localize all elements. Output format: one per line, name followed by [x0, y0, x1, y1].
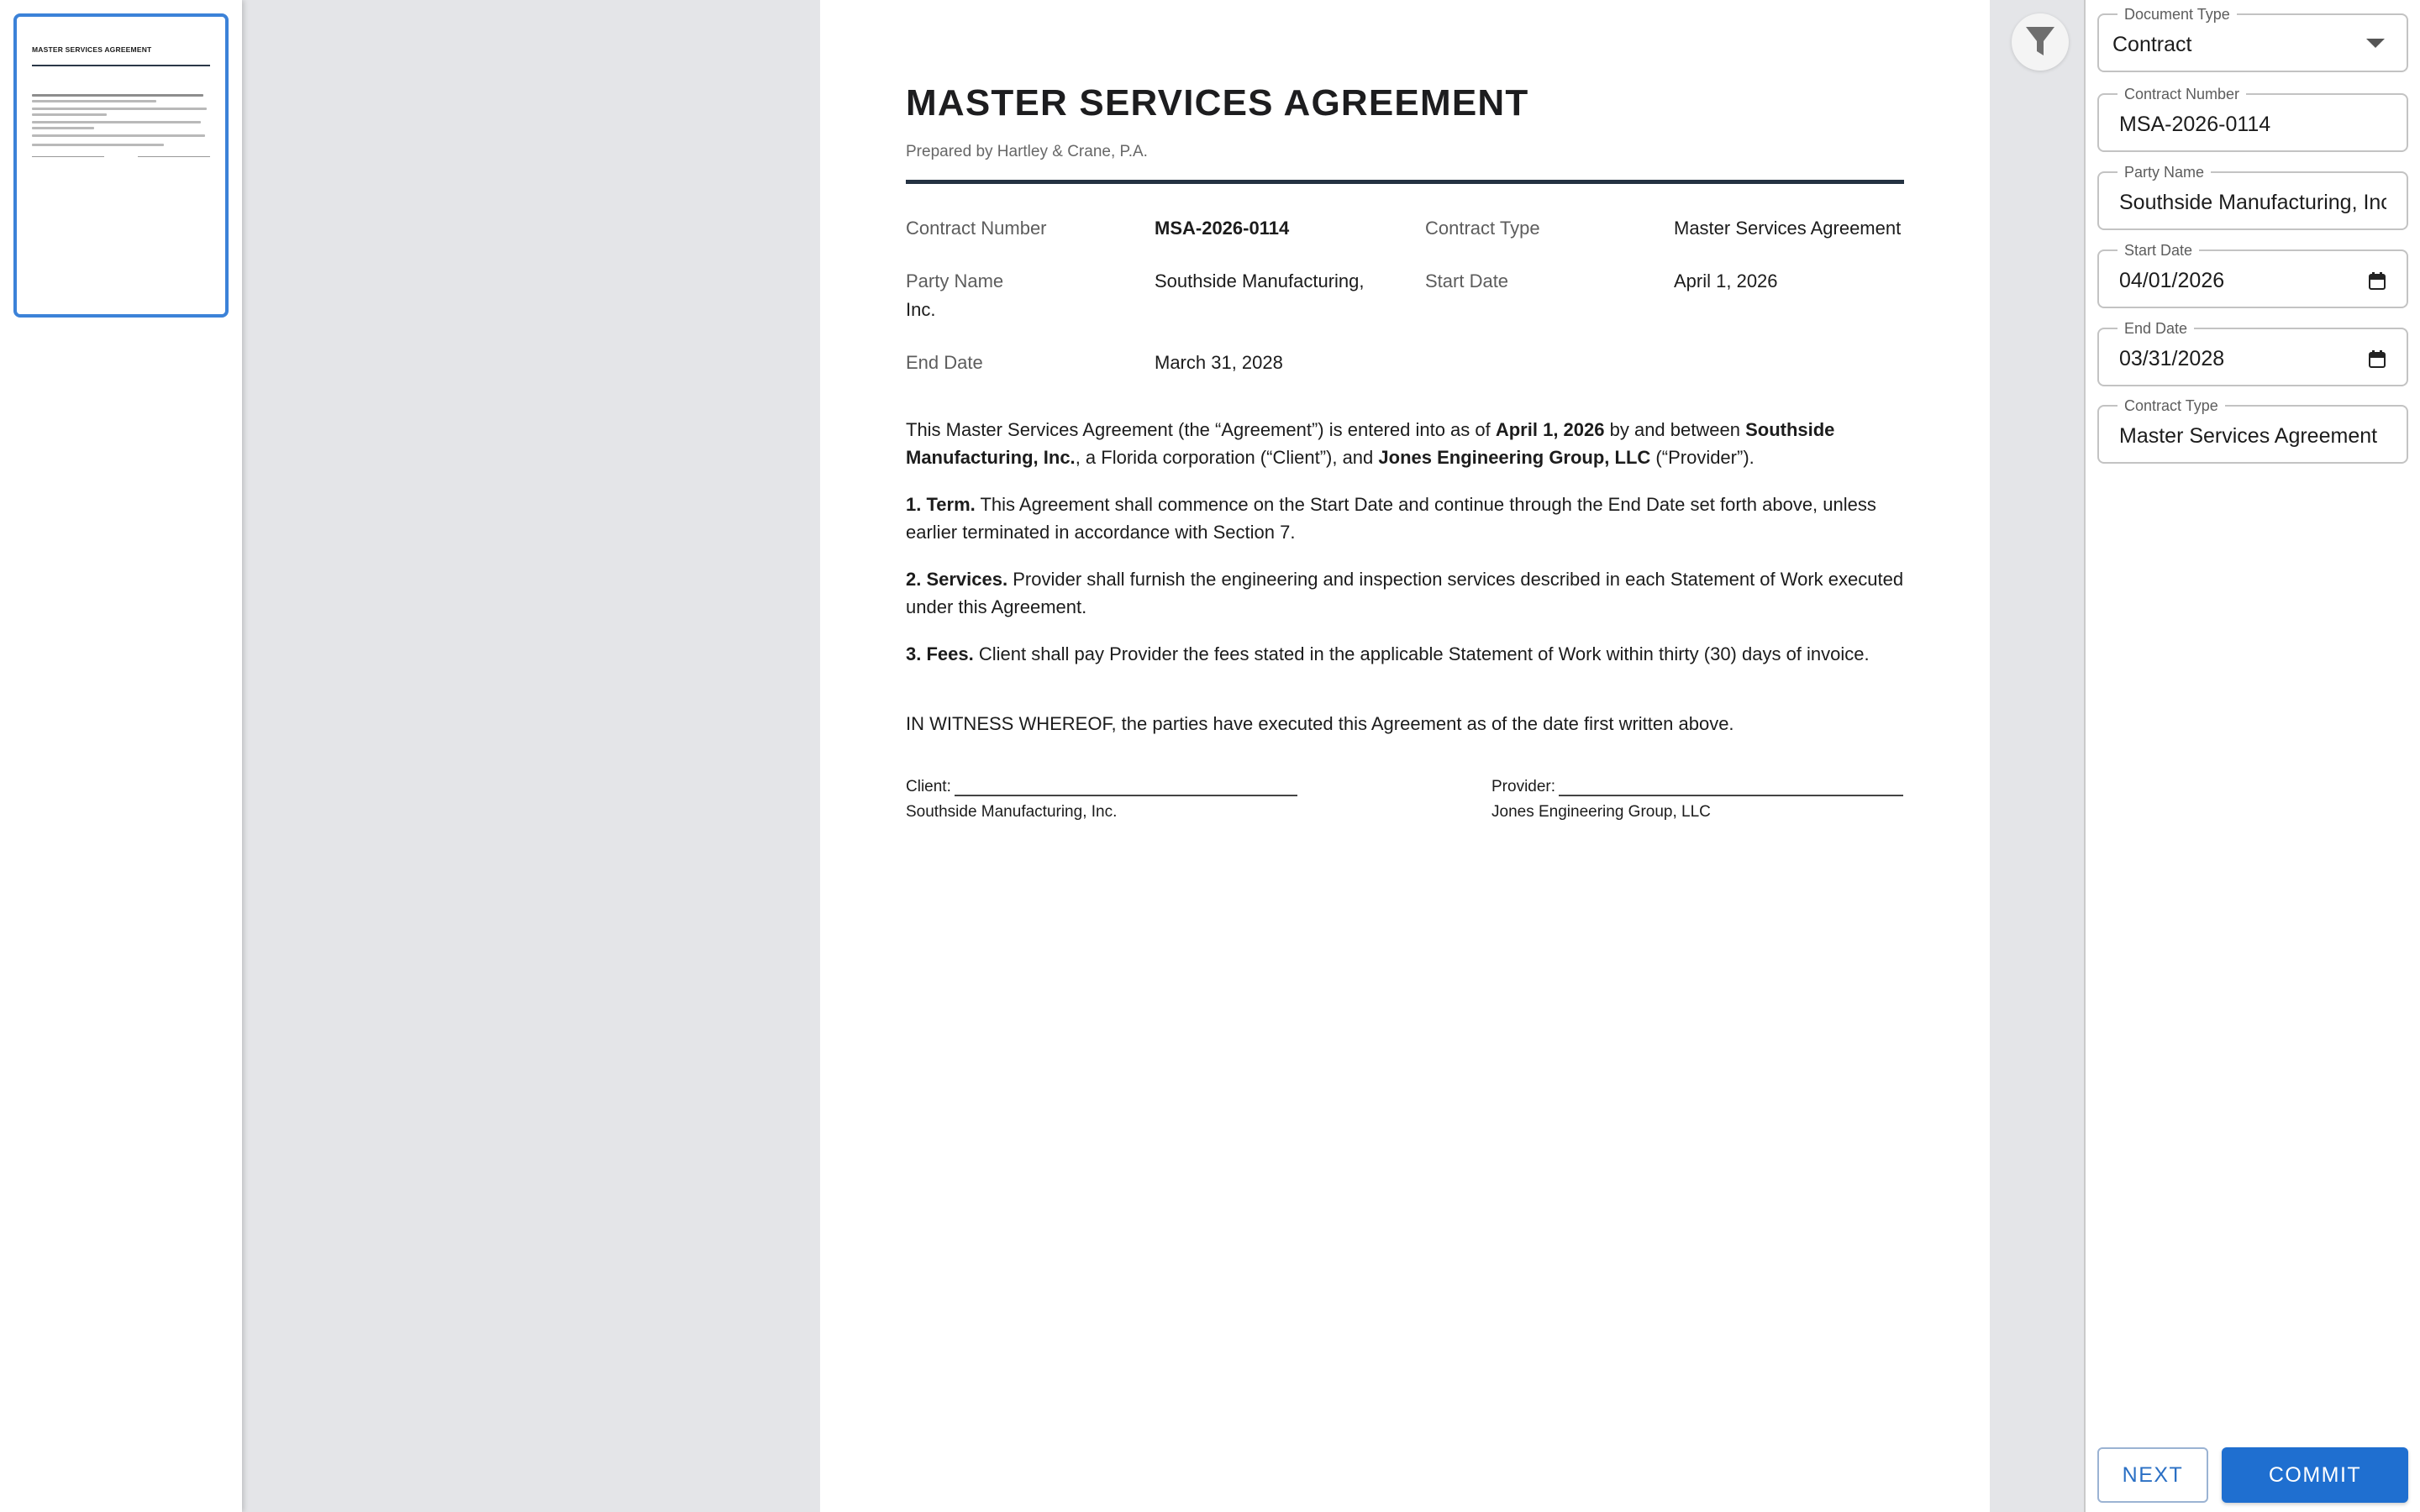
commit-button[interactable]: COMMIT [2222, 1447, 2408, 1503]
contract-number-field[interactable] [2097, 86, 2408, 152]
meta-label-contract-number: Contract Number [906, 218, 1047, 239]
thumbnail-text-line [32, 127, 94, 129]
thumbnail-text-line [32, 144, 164, 146]
end-date-input[interactable]: 03/31/2028 [2119, 347, 2225, 370]
section-heading: 3. Fees. [906, 643, 974, 664]
meta-value-contract-type: Master Services Agreement [1674, 218, 1902, 239]
thumbnail-subtitle-line [32, 56, 210, 60]
meta-label-party-name: Party Name [906, 270, 1004, 291]
section-text: Provider shall furnish the engineering and inspection services described in each Statement of Work executed under this Agreement. [906, 569, 1904, 617]
end-date-field[interactable] [2097, 320, 2408, 386]
thumbnail-text-line [32, 94, 203, 97]
filter-button[interactable] [2012, 13, 2069, 71]
section-heading: 2. Services. [906, 569, 1008, 590]
party-name-label: Party Name [2118, 163, 2211, 181]
meta-label-contract-type: Contract Type [1425, 218, 1540, 239]
witness-clause: IN WITNESS WHEREOF, the parties have executed this Agreement as of the date first written above. [906, 713, 1734, 734]
signature-block [906, 778, 1904, 837]
thumbnail-title: MASTER SERVICES AGREEMENT [32, 45, 152, 54]
page-thumbnail-1[interactable] [13, 13, 229, 318]
calendar-icon[interactable] [2368, 349, 2386, 370]
meta-label-end-date: End Date [906, 352, 983, 373]
document-title: MASTER SERVICES AGREEMENT [906, 82, 1529, 123]
intro-client: Southside Manufacturing, Inc. [906, 419, 1835, 468]
section-heading: 1. Term. [906, 494, 976, 515]
intro-text: (“Provider”). [1650, 447, 1754, 468]
extraction-form-panel [2084, 0, 2420, 1512]
prepared-by: Prepared by Hartley & Crane, P.A. [906, 143, 1148, 160]
filter-icon [2025, 25, 2055, 59]
contract-type-label: Contract Type [2118, 396, 2225, 415]
start-date-field[interactable] [2097, 242, 2408, 308]
end-date-label: End Date [2118, 319, 2194, 338]
intro-provider: Jones Engineering Group, LLC [1378, 447, 1651, 468]
thumbnail-preview [32, 45, 210, 161]
document-viewer[interactable] [242, 0, 2084, 1512]
provider-signature-line [1559, 778, 1903, 796]
thumbnail-rule [32, 65, 210, 66]
section-term [906, 491, 1904, 546]
client-signature-label: Client: [906, 778, 951, 795]
meta-value-contract-number: MSA-2026-0114 [1155, 218, 1290, 239]
contract-number-label: Contract Number [2118, 85, 2246, 103]
document-type-label: Document Type [2118, 5, 2237, 24]
thumbnail-text-line [32, 100, 156, 102]
intro-text: , a Florida corporation (“Client”), and [1075, 447, 1379, 468]
next-button[interactable]: NEXT [2097, 1447, 2208, 1503]
section-services [906, 565, 1904, 621]
meta-value-party-name-cont: Inc. [906, 299, 936, 320]
page-thumbnail-rail [0, 0, 242, 1512]
section-text: This Agreement shall commence on the Start Date and continue through the End Date set forth above, unless earlier terminated in accordance with Section 7. [906, 494, 1876, 543]
calendar-icon[interactable] [2368, 271, 2386, 291]
party-name-field[interactable] [2097, 164, 2408, 230]
meta-value-start-date: April 1, 2026 [1674, 270, 1778, 291]
chevron-down-icon[interactable] [2366, 39, 2385, 48]
start-date-label: Start Date [2118, 241, 2199, 260]
thumbnail-text-line [32, 113, 107, 116]
thumbnail-meta [32, 71, 210, 91]
document-type-value[interactable]: Contract [2112, 33, 2192, 56]
thumbnail-signatures [32, 156, 210, 161]
thumbnail-text-line [32, 108, 207, 110]
client-signature [906, 778, 1297, 822]
contract-type-input[interactable] [2119, 420, 2386, 452]
meta-label-start-date: Start Date [1425, 270, 1509, 291]
document-page [820, 0, 1990, 1512]
meta-value-party-name: Southside Manufacturing, [1155, 270, 1365, 291]
thumbnail-text-line [32, 121, 201, 123]
client-signature-line [955, 778, 1297, 796]
start-date-input[interactable]: 04/01/2026 [2119, 269, 2225, 292]
document-type-select[interactable] [2097, 6, 2408, 72]
intro-text: by and between [1604, 419, 1746, 440]
intro-text: This Master Services Agreement (the “Agreement”) is entered into as of [906, 419, 1496, 440]
meta-value-end-date: March 31, 2028 [1155, 352, 1283, 373]
intro-date: April 1, 2026 [1495, 419, 1605, 440]
provider-signature-label: Provider: [1491, 778, 1556, 795]
provider-signature-name: Jones Engineering Group, LLC [1491, 803, 1711, 821]
contract-type-field[interactable] [2097, 397, 2408, 464]
intro-paragraph [906, 416, 1904, 471]
provider-signature [1491, 778, 1903, 822]
section-text: Client shall pay Provider the fees stated in the applicable Statement of Work within thirty (30) days of invoice. [973, 643, 1870, 664]
contract-number-input[interactable] [2119, 108, 2386, 140]
party-name-input[interactable] [2119, 186, 2386, 218]
contract-metadata [906, 184, 1904, 379]
client-signature-name: Southside Manufacturing, Inc. [906, 803, 1118, 821]
section-fees [906, 640, 1904, 668]
thumbnail-text-line [32, 134, 205, 137]
